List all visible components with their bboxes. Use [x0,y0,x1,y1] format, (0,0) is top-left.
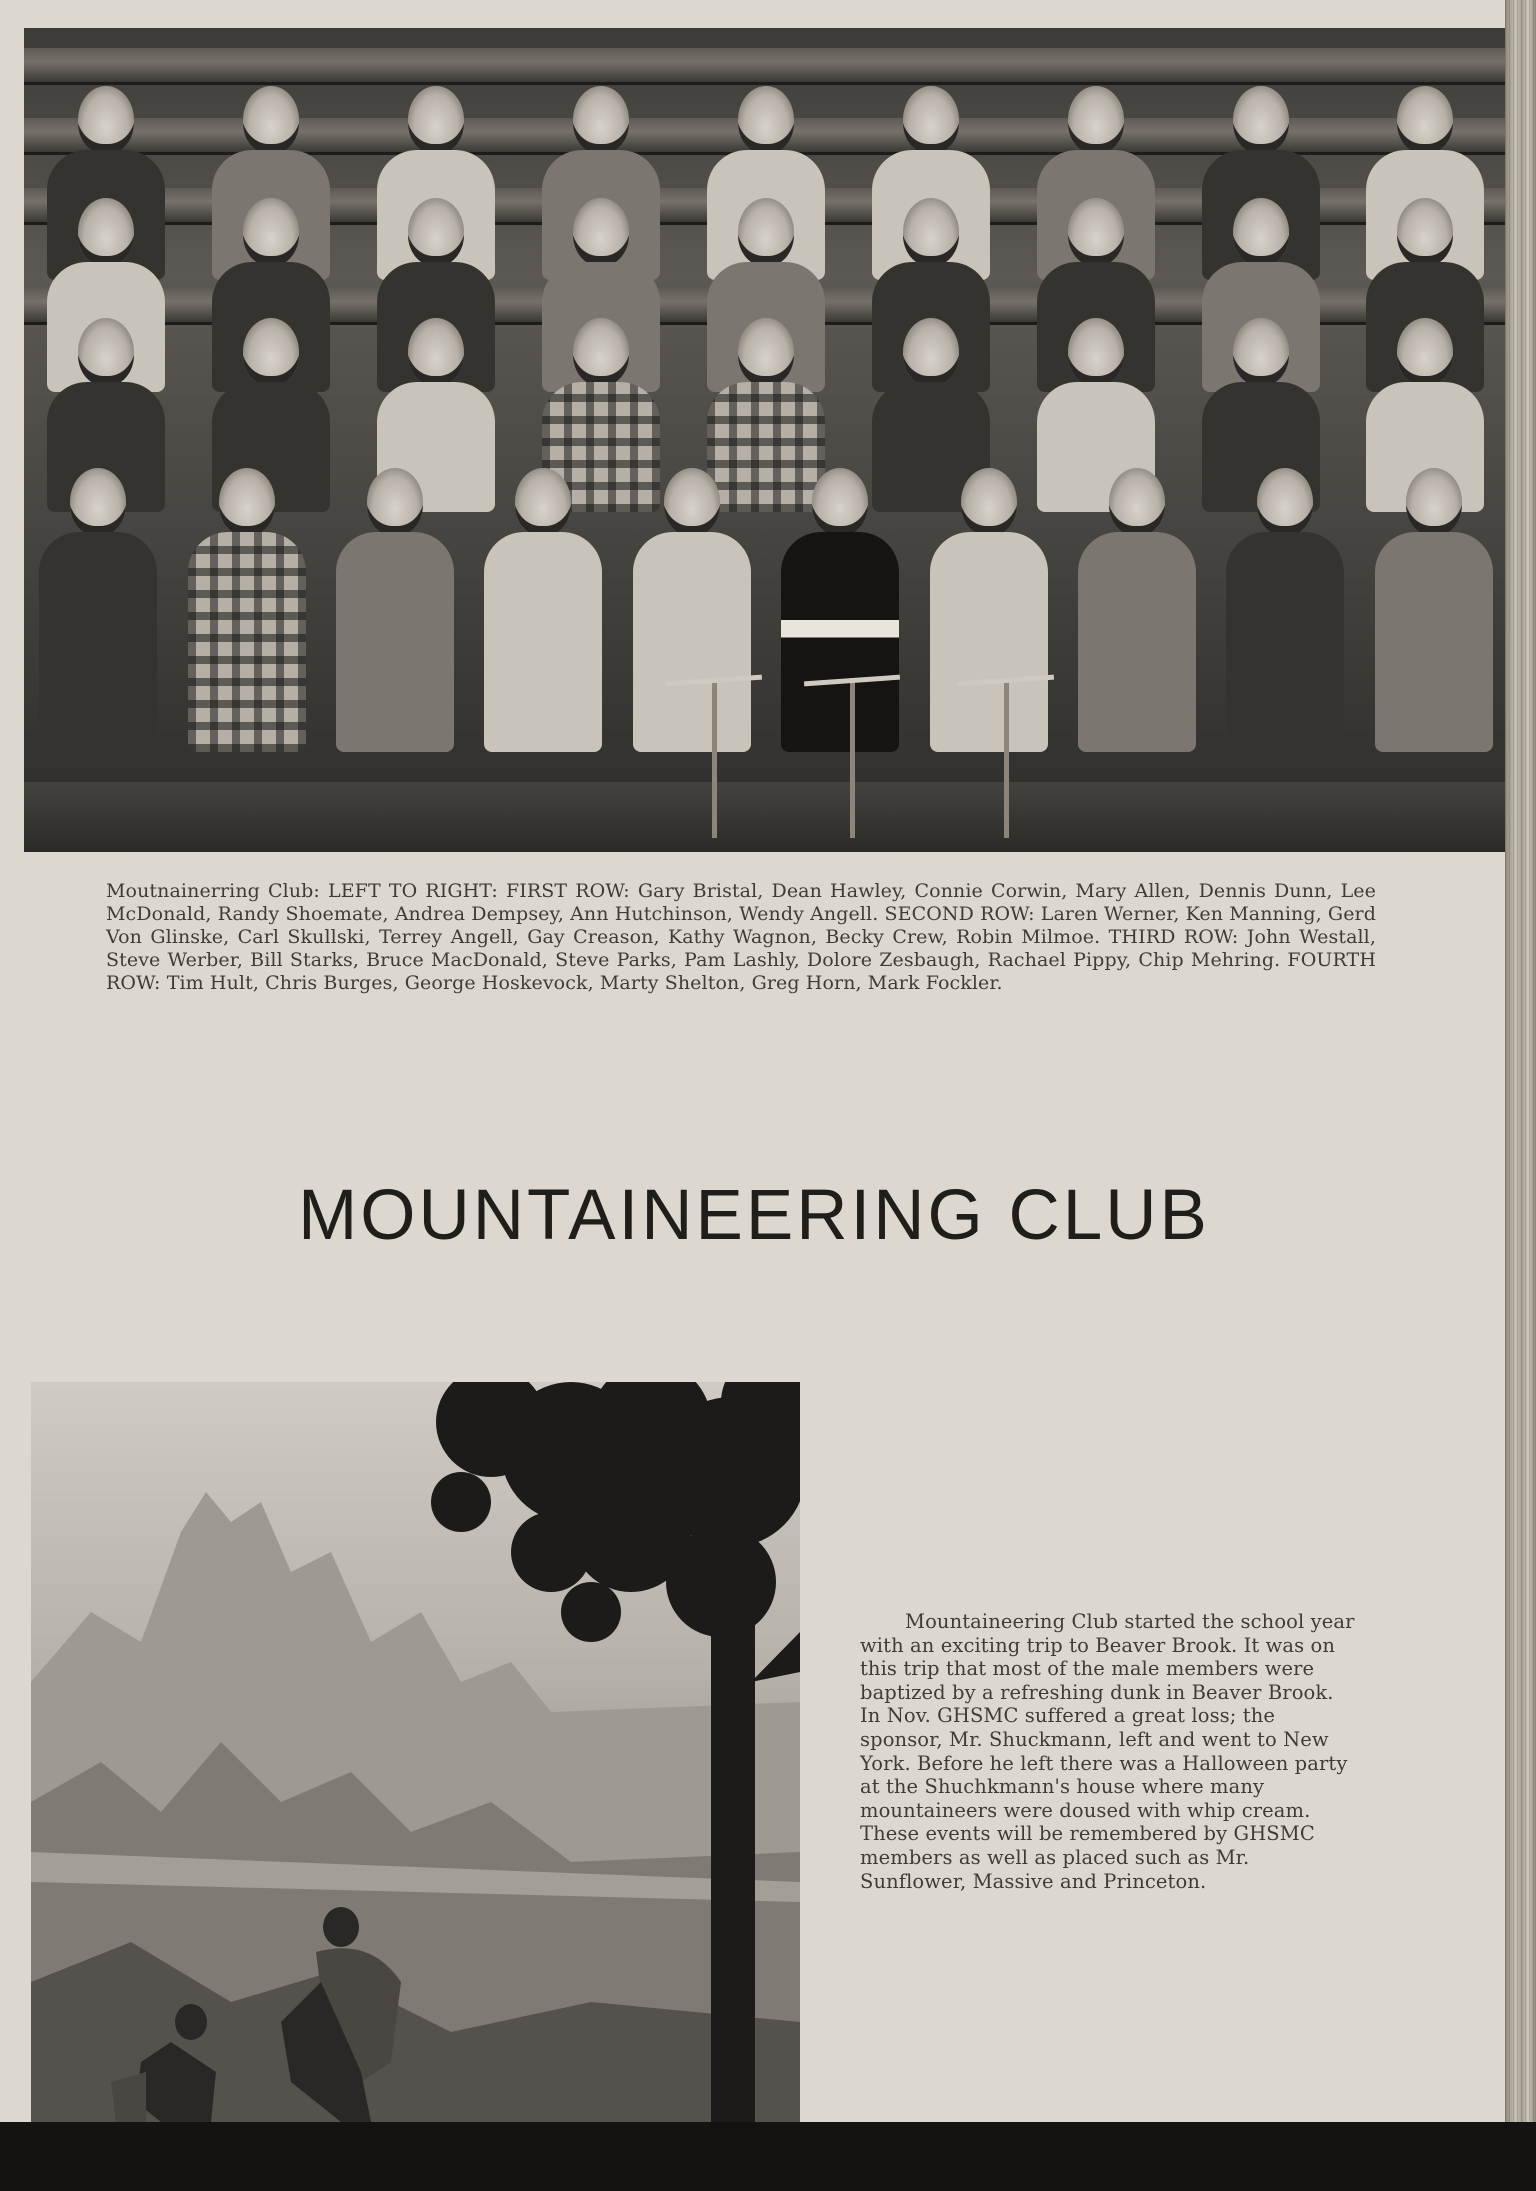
group-photo [24,28,1508,852]
scan-bottom-band [0,2122,1536,2191]
ice-axe [712,678,717,838]
mountain-photo [31,1382,800,2122]
first-row-people [24,468,1508,752]
person [1077,468,1197,752]
person [483,468,603,752]
group-photo-caption: Moutnainerring Club: LEFT TO RIGHT: FIRST ROW: Gary Bristal, Dean Hawley, Connie Corwin, Mary Allen, Dennis Dunn, Lee McDonald, Randy Shoemate, Andrea Dempsey, Ann Hutchinson, Wendy Angell. SECOND ROW: Laren Werner, Ken Manning, Gerd Von Glinske, Carl Skullski, Terrey Angell, Gay Creason, Kathy Wagnon, Becky Crew, Robin Milmoe. THIRD ROW: John Westall, Steve Werber, Bill Starks, Bruce MacDonald, Steve Parks, Pam Lashly, Dolore Zesbaugh, Rachael Pippy, Chip Mehring. FOURTH ROW: Tim Hult, Chris Burges, George Hoskevock, Marty Shelton, Greg Horn, Mark Fockler. [106,880,1376,994]
person [780,468,900,752]
club-story: Mountaineering Club started the school year with an exciting trip to Beaver Brook. It was on this trip that most of the male members were baptized by a refreshing dunk in Beaver Brook. In Nov. GHSMC suffered a great loss; the sponsor, Mr. Shuckmann, left and went to New York. Before he left there was a Halloween party at the Shuchkmann's house where many mountaineers were doused with whip cream. These events will be remembered by GHSMC members as well as placed such as Mr. Sunflower, Massive and Princeton. [860,1610,1355,1893]
person [1374,468,1494,752]
person [38,468,158,752]
person [187,468,307,752]
person [335,468,455,752]
page-title: MOUNTAINEERING CLUB [298,1176,1210,1255]
bleacher-row [24,48,1508,85]
photo-floor [24,782,1508,852]
page-edge [1505,0,1536,2122]
person [929,468,1049,752]
ice-axe [1004,678,1009,838]
person [632,468,752,752]
ice-axe [850,678,855,838]
person [1225,468,1345,752]
